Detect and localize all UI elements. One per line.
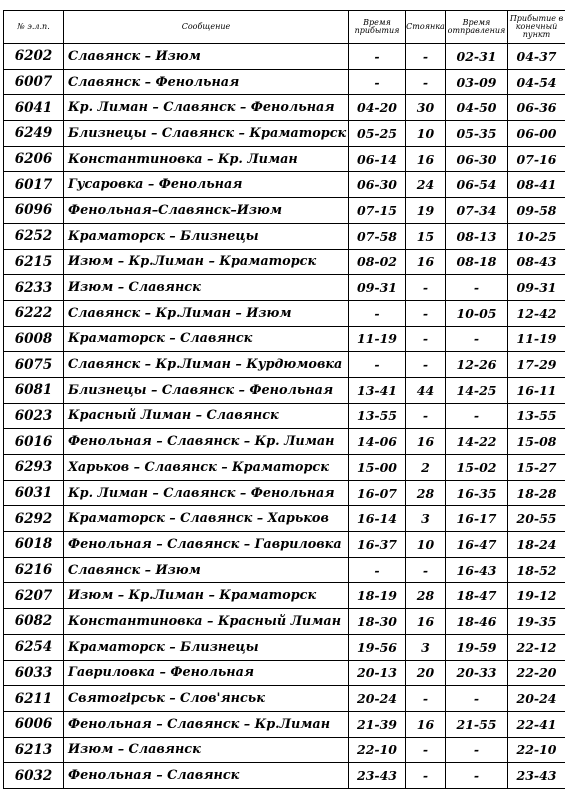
stop-cell: 28: [406, 583, 446, 609]
route-cell: Красный Лиман – Славянск: [64, 403, 349, 429]
train-number: 6254: [4, 634, 64, 660]
route-cell: Святогірськ – Слов'янськ: [64, 686, 349, 712]
route-cell: Гавриловка – Фенольная: [64, 660, 349, 686]
departure-cell: -: [446, 275, 508, 301]
train-number: 6216: [4, 557, 64, 583]
arrival-cell: 18-19: [349, 583, 406, 609]
final-arrival-cell: 16-11: [508, 377, 566, 403]
stop-cell: -: [406, 352, 446, 378]
final-arrival-cell: 13-55: [508, 403, 566, 429]
timetable: [3, 10, 565, 789]
arrival-cell: -: [349, 44, 406, 70]
train-number: 6082: [4, 609, 64, 635]
departure-cell: 18-46: [446, 609, 508, 635]
table-row: [4, 377, 566, 403]
departure-cell: 07-34: [446, 198, 508, 224]
route-cell: Фенольная – Славянск – Гавриловка: [64, 532, 349, 558]
arrival-cell: 16-14: [349, 506, 406, 532]
table-row: [4, 403, 566, 429]
final-arrival-cell: 09-31: [508, 275, 566, 301]
final-arrival-cell: 06-00: [508, 121, 566, 147]
header-stop: Стоянка: [406, 11, 446, 44]
table-row: [4, 737, 566, 763]
arrival-cell: 09-31: [349, 275, 406, 301]
table-row: [4, 249, 566, 275]
final-arrival-cell: 15-08: [508, 429, 566, 455]
departure-cell: 05-35: [446, 121, 508, 147]
departure-cell: 06-30: [446, 146, 508, 172]
route-cell: Константиновка – Красный Лиман: [64, 609, 349, 635]
departure-cell: 03-09: [446, 69, 508, 95]
final-arrival-cell: 19-35: [508, 609, 566, 635]
arrival-cell: 23-43: [349, 763, 406, 789]
table-row: [4, 480, 566, 506]
arrival-cell: 11-19: [349, 326, 406, 352]
route-cell: Кр. Лиман – Славянск – Фенольная: [64, 480, 349, 506]
final-arrival-cell: 11-19: [508, 326, 566, 352]
table-row: [4, 172, 566, 198]
train-number: 6018: [4, 532, 64, 558]
stop-cell: 16: [406, 711, 446, 737]
stop-cell: -: [406, 300, 446, 326]
stop-cell: -: [406, 763, 446, 789]
final-arrival-cell: 06-36: [508, 95, 566, 121]
arrival-cell: 22-10: [349, 737, 406, 763]
stop-cell: 3: [406, 506, 446, 532]
route-cell: Славянск – Кр.Лиман – Изюм: [64, 300, 349, 326]
arrival-cell: -: [349, 300, 406, 326]
header-row: [4, 11, 566, 44]
arrival-cell: 13-41: [349, 377, 406, 403]
table-row: [4, 583, 566, 609]
route-cell: Краматорск – Близнецы: [64, 223, 349, 249]
final-arrival-cell: 10-25: [508, 223, 566, 249]
route-cell: Изюм – Славянск: [64, 275, 349, 301]
final-arrival-cell: 20-24: [508, 686, 566, 712]
table-row: [4, 352, 566, 378]
train-number: 6252: [4, 223, 64, 249]
route-cell: Краматорск – Славянск – Харьков: [64, 506, 349, 532]
final-arrival-cell: 22-12: [508, 634, 566, 660]
departure-cell: -: [446, 686, 508, 712]
stop-cell: 15: [406, 223, 446, 249]
departure-cell: 16-47: [446, 532, 508, 558]
table-row: [4, 326, 566, 352]
stop-cell: -: [406, 557, 446, 583]
stop-cell: 19: [406, 198, 446, 224]
table-row: [4, 506, 566, 532]
departure-cell: 21-55: [446, 711, 508, 737]
stop-cell: 3: [406, 634, 446, 660]
route-cell: Фенольная – Славянск – Кр. Лиман: [64, 429, 349, 455]
stop-cell: -: [406, 737, 446, 763]
departure-cell: -: [446, 403, 508, 429]
arrival-cell: 06-14: [349, 146, 406, 172]
train-number: 6017: [4, 172, 64, 198]
table-row: [4, 44, 566, 70]
arrival-cell: 16-37: [349, 532, 406, 558]
table-row: [4, 455, 566, 481]
final-arrival-cell: 04-37: [508, 44, 566, 70]
departure-cell: 12-26: [446, 352, 508, 378]
stop-cell: -: [406, 44, 446, 70]
final-arrival-cell: 22-20: [508, 660, 566, 686]
route-cell: Кр. Лиман – Славянск – Фенольная: [64, 95, 349, 121]
departure-cell: -: [446, 763, 508, 789]
stop-cell: -: [406, 275, 446, 301]
table-row: [4, 223, 566, 249]
train-number: 6008: [4, 326, 64, 352]
route-cell: Фенольная–Славянск–Изюм: [64, 198, 349, 224]
arrival-cell: 08-02: [349, 249, 406, 275]
arrival-cell: 20-24: [349, 686, 406, 712]
departure-cell: 04-50: [446, 95, 508, 121]
train-number: 6033: [4, 660, 64, 686]
departure-cell: -: [446, 737, 508, 763]
route-cell: Изюм – Славянск: [64, 737, 349, 763]
final-arrival-cell: 09-58: [508, 198, 566, 224]
departure-cell: 16-17: [446, 506, 508, 532]
final-arrival-cell: 19-12: [508, 583, 566, 609]
final-arrival-cell: 18-52: [508, 557, 566, 583]
stop-cell: 16: [406, 249, 446, 275]
arrival-cell: -: [349, 352, 406, 378]
train-number: 6041: [4, 95, 64, 121]
table-row: [4, 429, 566, 455]
route-cell: Близнецы – Славянск – Фенольная: [64, 377, 349, 403]
departure-cell: 14-25: [446, 377, 508, 403]
timetable-sheet: [3, 10, 565, 794]
departure-cell: 16-35: [446, 480, 508, 506]
train-number: 6206: [4, 146, 64, 172]
departure-cell: 20-33: [446, 660, 508, 686]
stop-cell: 10: [406, 121, 446, 147]
timetable-body: [4, 44, 566, 789]
arrival-cell: 07-58: [349, 223, 406, 249]
train-number: 6211: [4, 686, 64, 712]
stop-cell: 20: [406, 660, 446, 686]
header-arrival: Время прибытия: [349, 11, 406, 44]
header-num: № э.л.п.: [4, 11, 64, 44]
final-arrival-cell: 22-41: [508, 711, 566, 737]
departure-cell: 08-18: [446, 249, 508, 275]
departure-cell: 16-43: [446, 557, 508, 583]
stop-cell: -: [406, 326, 446, 352]
final-arrival-cell: 17-29: [508, 352, 566, 378]
departure-cell: 18-47: [446, 583, 508, 609]
final-arrival-cell: 08-41: [508, 172, 566, 198]
route-cell: Краматорск – Славянск: [64, 326, 349, 352]
table-row: [4, 121, 566, 147]
train-number: 6233: [4, 275, 64, 301]
departure-cell: 06-54: [446, 172, 508, 198]
table-row: [4, 763, 566, 789]
route-cell: Славянск – Кр.Лиман – Курдюмовка: [64, 352, 349, 378]
final-arrival-cell: 15-27: [508, 455, 566, 481]
table-row: [4, 609, 566, 635]
train-number: 6016: [4, 429, 64, 455]
train-number: 6006: [4, 711, 64, 737]
train-number: 6202: [4, 44, 64, 70]
route-cell: Краматорск – Близнецы: [64, 634, 349, 660]
final-arrival-cell: 04-54: [508, 69, 566, 95]
arrival-cell: 05-25: [349, 121, 406, 147]
train-number: 6096: [4, 198, 64, 224]
table-row: [4, 711, 566, 737]
train-number: 6081: [4, 377, 64, 403]
header-final: Прибытие в конечный пункт: [508, 11, 566, 44]
stop-cell: -: [406, 686, 446, 712]
table-row: [4, 557, 566, 583]
route-cell: Фенольная – Славянск: [64, 763, 349, 789]
arrival-cell: 18-30: [349, 609, 406, 635]
table-row: [4, 275, 566, 301]
header-departure: Время отправления: [446, 11, 508, 44]
train-number: 6215: [4, 249, 64, 275]
table-row: [4, 300, 566, 326]
stop-cell: 30: [406, 95, 446, 121]
stop-cell: 2: [406, 455, 446, 481]
route-cell: Славянск – Изюм: [64, 557, 349, 583]
arrival-cell: 16-07: [349, 480, 406, 506]
route-cell: Изюм – Кр.Лиман – Краматорск: [64, 249, 349, 275]
departure-cell: 14-22: [446, 429, 508, 455]
stop-cell: 44: [406, 377, 446, 403]
table-row: [4, 660, 566, 686]
table-row: [4, 95, 566, 121]
train-number: 6249: [4, 121, 64, 147]
train-number: 6213: [4, 737, 64, 763]
route-cell: Близнецы – Славянск – Краматорск: [64, 121, 349, 147]
final-arrival-cell: 08-43: [508, 249, 566, 275]
route-cell: Фенольная – Славянск – Кр.Лиман: [64, 711, 349, 737]
train-number: 6032: [4, 763, 64, 789]
final-arrival-cell: 23-43: [508, 763, 566, 789]
route-cell: Славянск – Изюм: [64, 44, 349, 70]
arrival-cell: 06-30: [349, 172, 406, 198]
table-row: [4, 198, 566, 224]
arrival-cell: 15-00: [349, 455, 406, 481]
train-number: 6007: [4, 69, 64, 95]
stop-cell: 10: [406, 532, 446, 558]
stop-cell: 16: [406, 146, 446, 172]
departure-cell: 10-05: [446, 300, 508, 326]
train-number: 6293: [4, 455, 64, 481]
final-arrival-cell: 18-24: [508, 532, 566, 558]
arrival-cell: 07-15: [349, 198, 406, 224]
stop-cell: 24: [406, 172, 446, 198]
table-row: [4, 69, 566, 95]
arrival-cell: -: [349, 69, 406, 95]
stop-cell: 28: [406, 480, 446, 506]
train-number: 6075: [4, 352, 64, 378]
stop-cell: -: [406, 69, 446, 95]
departure-cell: 19-59: [446, 634, 508, 660]
final-arrival-cell: 22-10: [508, 737, 566, 763]
route-cell: Константиновка – Кр. Лиман: [64, 146, 349, 172]
final-arrival-cell: 20-55: [508, 506, 566, 532]
departure-cell: 02-31: [446, 44, 508, 70]
arrival-cell: -: [349, 557, 406, 583]
route-cell: Гусаровка – Фенольная: [64, 172, 349, 198]
train-number: 6023: [4, 403, 64, 429]
departure-cell: 15-02: [446, 455, 508, 481]
train-number: 6222: [4, 300, 64, 326]
table-row: [4, 146, 566, 172]
table-row: [4, 532, 566, 558]
arrival-cell: 19-56: [349, 634, 406, 660]
route-cell: Славянск – Фенольная: [64, 69, 349, 95]
arrival-cell: 14-06: [349, 429, 406, 455]
route-cell: Харьков – Славянск – Краматорск: [64, 455, 349, 481]
arrival-cell: 21-39: [349, 711, 406, 737]
stop-cell: 16: [406, 429, 446, 455]
arrival-cell: 20-13: [349, 660, 406, 686]
arrival-cell: 04-20: [349, 95, 406, 121]
departure-cell: 08-13: [446, 223, 508, 249]
train-number: 6292: [4, 506, 64, 532]
stop-cell: -: [406, 403, 446, 429]
final-arrival-cell: 12-42: [508, 300, 566, 326]
table-row: [4, 634, 566, 660]
table-row: [4, 686, 566, 712]
train-number: 6031: [4, 480, 64, 506]
train-number: 6207: [4, 583, 64, 609]
route-cell: Изюм – Кр.Лиман – Краматорск: [64, 583, 349, 609]
stop-cell: 16: [406, 609, 446, 635]
arrival-cell: 13-55: [349, 403, 406, 429]
final-arrival-cell: 18-28: [508, 480, 566, 506]
final-arrival-cell: 07-16: [508, 146, 566, 172]
header-route: Сообщение: [64, 11, 349, 44]
departure-cell: -: [446, 326, 508, 352]
